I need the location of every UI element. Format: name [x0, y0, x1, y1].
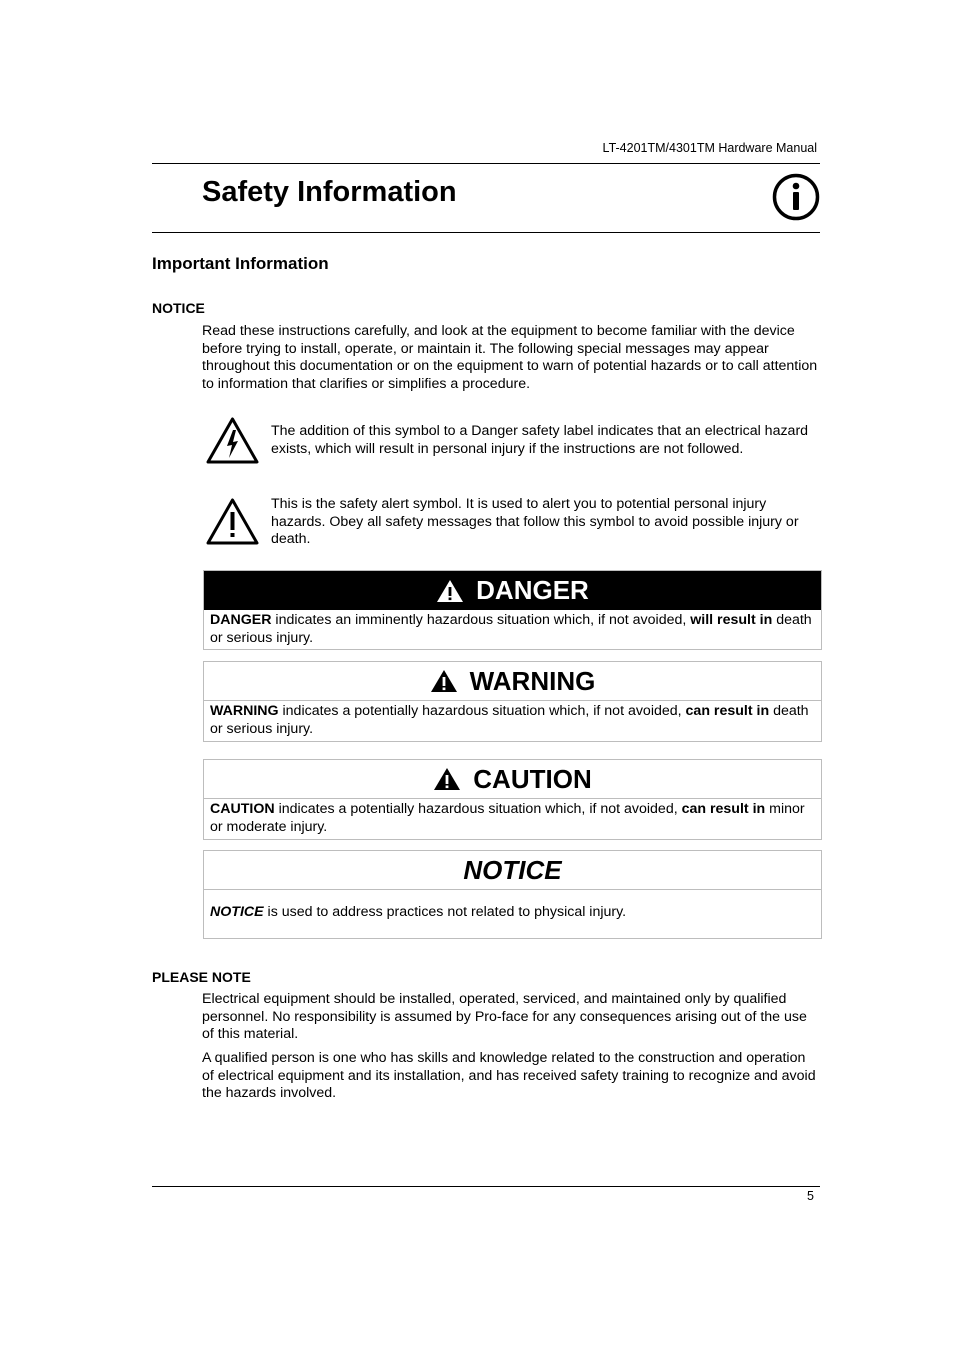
- info-icon: [772, 173, 820, 221]
- please-note-paragraph-2: A qualified person is one who has skills and knowledge related to the construction and operation of electrical equipment and its installation, and has received safety training to recognize and avoid the hazards involved.: [202, 1050, 816, 1101]
- notice-heading: NOTICE: [152, 300, 205, 316]
- page-number: 5: [807, 1189, 814, 1203]
- caution-text-b: minor or moderate injury.: [210, 801, 805, 835]
- notice-text: is used to address practices not related to physical injury.: [263, 904, 627, 920]
- warning-text-b: death or serious injury.: [210, 703, 809, 737]
- warning-alert-icon: [430, 669, 458, 693]
- danger-header: [204, 571, 821, 610]
- electrical-hazard-icon: [205, 416, 260, 466]
- warning-lead: WARNING: [210, 703, 279, 719]
- please-note-paragraph-1: Electrical equipment should be installed, operated, serviced, and maintained only by qualified personnel. No responsibility is assumed by Pro-face for any consequences arising out of the use of this material.: [202, 991, 807, 1042]
- danger-emphasis: will result in: [690, 612, 773, 628]
- notice-box: [203, 850, 822, 939]
- warning-text-a: indicates a potentially hazardous situation which, if not avoided,: [278, 703, 686, 719]
- warning-body: [204, 701, 821, 741]
- warning-emphasis: can result in: [685, 703, 770, 719]
- caution-title: CAUTION: [473, 763, 592, 794]
- danger-text-b: death or serious injury.: [210, 612, 812, 646]
- caution-lead: CAUTION: [210, 801, 275, 817]
- electrical-symbol-text: The addition of this symbol to a Danger safety label indicates that an electrical hazard exists, which will result in personal injury if the instructions are not followed.: [271, 423, 809, 457]
- alert-symbol-text: This is the safety alert symbol. It is used to alert you to potential personal injury hazards. Obey all safety messages that follow this symbol to avoid possible injury or death.: [271, 496, 799, 547]
- footer-rule: [152, 1186, 820, 1187]
- danger-body: [204, 610, 821, 650]
- safety-alert-icon: [205, 497, 260, 547]
- caution-emphasis: can result in: [681, 801, 766, 817]
- page-title: Safety Information: [202, 176, 457, 208]
- caution-body: [204, 799, 821, 839]
- notice-body: [204, 890, 821, 925]
- header-rule: [152, 163, 820, 164]
- notice-header: [204, 851, 821, 890]
- notice-paragraph: Read these instructions carefully, and look at the equipment to become familiar with the device before trying to install, operate, or maintain it. The following special messages may appear throughout this documentation or on the equipment to warn of potential hazards or to call attention to information that clarifies or simplifies a procedure.: [202, 323, 818, 392]
- please-note-heading: PLEASE NOTE: [152, 969, 251, 985]
- notice-lead: NOTICE: [210, 904, 264, 920]
- warning-title: WARNING: [469, 665, 596, 696]
- danger-lead: DANGER: [210, 612, 272, 628]
- warning-box: [203, 661, 822, 742]
- danger-box: [203, 570, 822, 650]
- caution-header: [204, 760, 821, 799]
- danger-alert-icon: [436, 579, 464, 603]
- warning-header: [204, 662, 821, 701]
- title-rule: [152, 232, 820, 233]
- danger-text-a: indicates an imminently hazardous situation which, if not avoided,: [271, 612, 691, 628]
- manual-title: LT-4201TM/4301TM Hardware Manual: [602, 141, 817, 155]
- caution-box: [203, 759, 822, 840]
- notice-title: NOTICE: [463, 854, 562, 885]
- danger-title: DANGER: [476, 575, 589, 605]
- caution-alert-icon: [433, 767, 461, 791]
- section-heading: Important Information: [152, 254, 329, 273]
- caution-text-a: indicates a potentially hazardous situation which, if not avoided,: [274, 801, 682, 817]
